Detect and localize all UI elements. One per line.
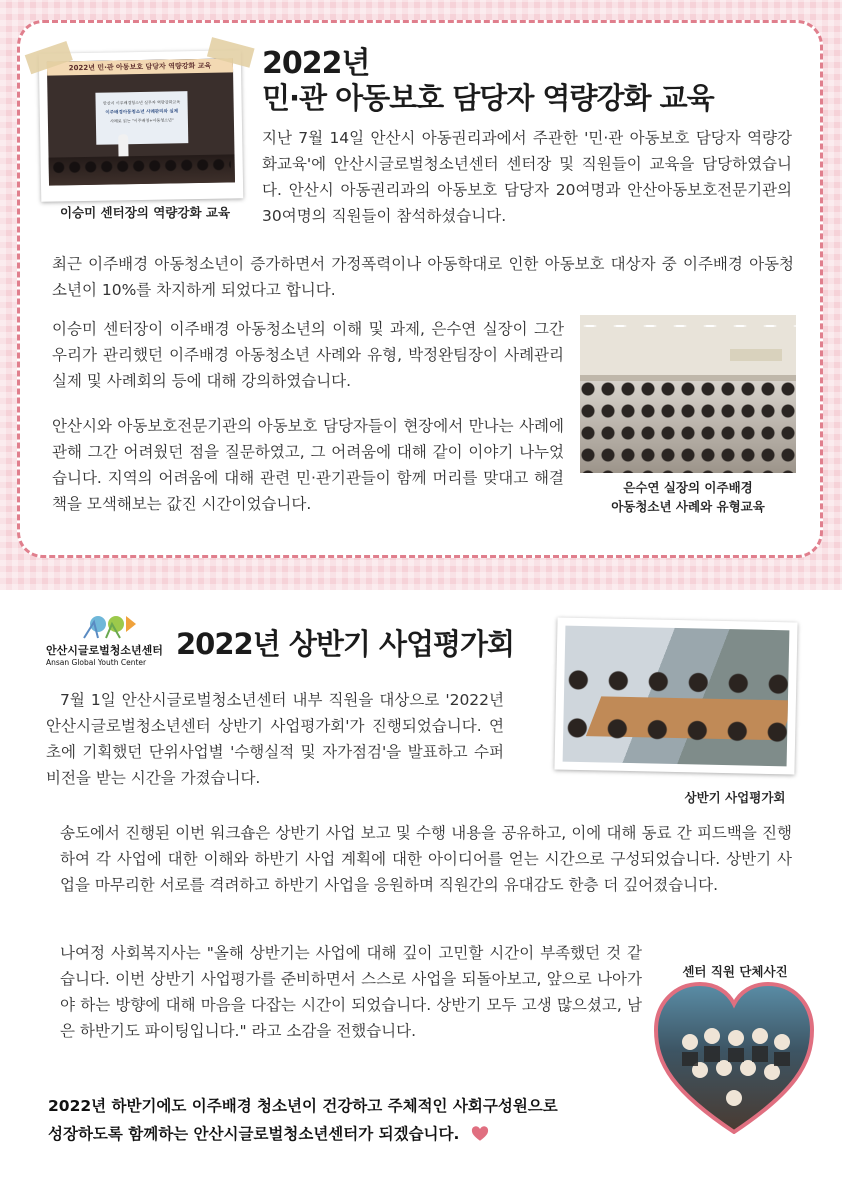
section1-title-year: 2022년 [262,46,370,81]
section1-paragraph-2: 최근 이주배경 아동청소년이 증가하면서 가정폭력이나 아동학대로 인한 아동보호 대상자 중 이주배경 아동청소년이 10%를 차지하게 되었다고 합니다. [52,255,794,299]
photo1-caption: 이승미 센터장의 역량강화 교육 [59,205,231,220]
section2-paragraph-1: 7월 1일 안산시글로벌청소년센터 내부 직원을 대상으로 '2022년 안산시글로벌청소년센터 상반기 사업평가회'가 진행되었습니다. 연초에 기획했던 단위사업별 '수행실적 및 자가점검'을 발표하고 수퍼비전을 받는 시간을 가졌습니다. [46,691,504,787]
lecture-photo-1 [39,50,244,202]
screen-line: 이주배경아동청소년 사례관리와 실제 [105,109,179,116]
logo-english: Ansan Global Youth Center [46,658,147,667]
logo-icon [46,612,174,642]
heart-photo-caption: 센터 직원 단체사진 [682,964,788,979]
photo2-caption-line2: 아동청소년 사례와 유형교육 [611,499,765,514]
logo-name: 안산시글로벌청소년센터 [46,644,163,657]
section2-paragraph-3: 나여정 사회복지사는 "올해 상반기는 사업에 대해 깊이 고민할 시간이 부족했던 것 같습니다. 이번 상반기 사업평가를 준비하면서 스스로 사업을 되돌아보고, 앞으로 나아가야 하는 방향에 대해 마음을 다잡는 시간이 되었습니다. 상반기 모두 고생 많으셨고, 남은 하반기도 파이팅입니다." 라고 소감을 전했습니다. [60,944,642,1040]
heart-frame [654,982,814,1134]
wall-screen [730,349,782,361]
meeting-people [563,666,789,767]
ceiling-lights [580,323,796,329]
screen-line: 안산시 이주배경청소년 실무자 역량강화교육 [102,99,181,106]
screen-line: 사례로 읽는 "이주배경+아동청소년" [110,117,174,124]
lecture-photo-2 [580,315,796,473]
evaluation-meeting-photo [554,618,797,775]
section1-paragraph-4: 안산시와 아동보호전문기관의 아동보호 담당자들이 현장에서 만나는 사례에 관해 그간 어려웠던 점을 질문하였고, 그 어려움에 대해 같이 이야기 나누었습니다. 지역의 어려움에 대해 관련 민·관기관들이 함께 머리를 맞대고 해결책을 모색해보는 값진 시간이었습니다. [52,417,564,513]
photo3-caption: 상반기 사업평가회 [684,790,786,805]
section2-title: 2022년 상반기 사업평가회 [176,627,515,661]
photo2-caption-line1: 은수연 실장의 이주배경 [623,480,753,495]
closing-line-2 [48,1122,489,1144]
section1-title: 민·관 아동보호 담당자 역량강화 교육 [262,81,714,115]
closing-line-1: 2022년 하반기에도 이주배경 청소년이 건강하고 주체적인 사회구성원으로 [48,1097,558,1115]
projection-screen [95,91,188,145]
section1-paragraph-1: 지난 7월 14일 안산시 아동권리과에서 주관한 '민·관 아동보호 담당자 역량강화교육'에 안산시글로벌청소년센터 센터장 및 직원들이 교육을 담당하였습니다. 안산시 아동권리과의 아동보호 담당자 20여명과 안산아동보호전문기관의 30여명의 직원들이 참석하셨습니다. [262,129,792,225]
group-photo-heart [654,982,814,1134]
heart-icon [471,1125,489,1142]
center-logo [46,612,174,672]
section2-paragraph-2: 송도에서 진행된 이번 워크숍은 상반기 사업 보고 및 수행 내용을 공유하고, 이에 대해 동료 간 피드백을 진행하여 각 사업에 대한 이해와 하반기 사업 계획에 대한 아이디어를 얻는 시간으로 구성되었습니다. 상반기 사업을 마무리한 서로를 격려하고 하반기 사업을 응원하며 직원간의 유대감도 한층 더 깊어졌습니다. [60,824,792,894]
closing-line-2-text: 성장하도록 함께하는 안산시글로벌청소년센터가 되겠습니다. [48,1125,460,1143]
attendee-rows [580,381,796,473]
section1-paragraph-3: 이승미 센터장이 이주배경 아동청소년의 이해 및 과제, 은수연 실장이 그간 우리가 관리했던 이주배경 아동청소년 사례와 유형, 박정완팀장이 사례관리 실제 및 사례회의 등에 대해 강의하였습니다. [52,320,564,390]
photo1-banner: 2022년 민·관 아동보호 담당자 역량강화 교육 [47,58,233,75]
